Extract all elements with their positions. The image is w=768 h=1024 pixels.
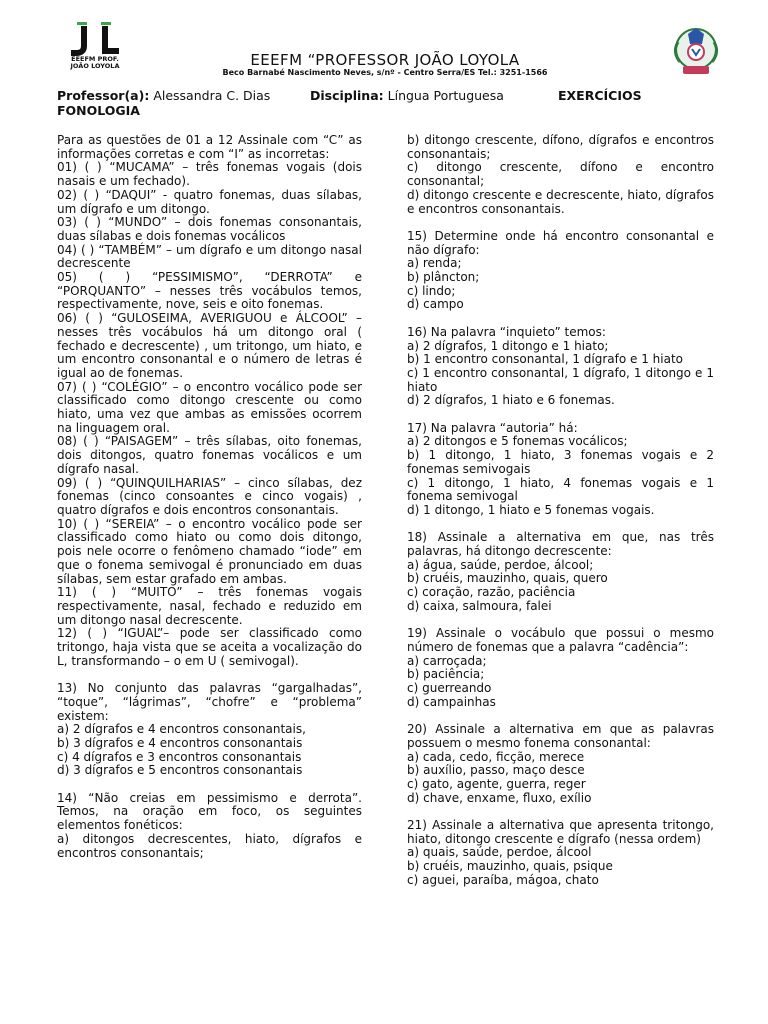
question-text: a) ditongos decrescentes, hiato, dígrafos e encontros consonantais; <box>57 831 362 860</box>
question-text: 05) ( ) “PESSIMISMO”, “DERROTA” e “PORQUANTO” – nesses três vocábulos temos, respectivamente, nove, seis e oito fonemas. <box>57 270 362 312</box>
question-text: d) 2 dígrafos, 1 hiato e 6 fonemas. <box>407 393 615 408</box>
paragraph-spacer <box>57 778 362 792</box>
jl-logo-icon <box>67 20 123 56</box>
question-text: c) aguei, paraíba, mágoa, chato <box>407 872 599 887</box>
question-text: 12) ( ) “IGUAL”– pode ser classificado como tritongo, haja vista que se aceita a vocalização do L, transformando – o em U ( semivogal). <box>57 626 362 668</box>
question-text: b) ditongo crescente, dífono, dígrafos e encontros consonantais; <box>407 133 714 161</box>
question-text: c) lindo; <box>407 283 456 298</box>
subject-label: Disciplina: <box>310 88 384 103</box>
paragraph-spacer <box>407 408 714 422</box>
question-text: b) cruéis, mauzinho, quais, quero <box>407 571 608 586</box>
right-column <box>407 134 714 888</box>
question-text: 15) Determine onde há encontro consonantal e não dígrafo: <box>407 228 714 257</box>
logo-caption-line1: EEEFM PROF. <box>71 55 119 63</box>
coat-of-arms-icon <box>668 22 724 80</box>
question-text: 17) Na palavra “autoria” há: <box>407 420 578 435</box>
left-column <box>57 134 362 860</box>
paragraph-spacer <box>407 312 714 326</box>
question-text: b) 1 encontro consonantal, 1 dígrafo e 1 hiato <box>407 352 684 367</box>
question-text: c) 1 encontro consonantal, 1 dígrafo, 1 ditongo e 1 hiato <box>407 365 714 394</box>
question-text: d) 3 dígrafos e 5 encontros consonantais <box>57 763 303 778</box>
question-text: a) renda; <box>407 256 462 271</box>
question-text: c) gato, agente, guerra, reger <box>407 776 586 791</box>
logo-caption-line2: JOÃO LOYOLA <box>70 62 120 70</box>
question-text: a) 2 dígrafos, 1 ditongo e 1 hiato; <box>407 338 609 353</box>
question-text: 01) ( ) “MUCAMA” – três fonemas vogais (dois nasais e um fechado). <box>57 160 362 189</box>
question-text: a) quais, saúde, perdoe, álcool <box>407 845 592 860</box>
question-text: b) plâncton; <box>407 270 480 285</box>
question-text: b) paciência; <box>407 667 485 682</box>
school-address: Beco Barnabé Nascimento Neves, s/nº - Centro Serra/ES Tel.: 3251-1566 <box>222 68 548 77</box>
paragraph-spacer <box>407 709 714 723</box>
question-text: Para as questões de 01 a 12 Assinale com “C” as informações corretas e com “I” as incorretas: <box>57 133 362 161</box>
exercise-type: EXERCÍCIOS <box>558 88 642 103</box>
question-text: 06) ( ) “GULOSEIMA, AVERIGUOU e ÁLCOOL” – nesses três vocábulos há um ditongo oral ( fechado e decrescente) , um tritongo, um hiato, e um encontro consonantal e o número de letras é igual ao de fonemas. <box>57 311 362 380</box>
question-text: c) guerreando <box>407 681 492 696</box>
question-text: 11) ( ) “MUITO” – três fonemas vogais respectivamente, nasal, fechado e reduzido em um ditongo nasal decrescente. <box>57 585 362 627</box>
question-text: d) caixa, salmoura, falei <box>407 598 552 613</box>
question-text: 07) ( ) “COLÉGIO” – o encontro vocálico pode ser classificado como ditongo crescente ou como hiato, uma vez que ambas as emissões ocorrem na linguagem oral. <box>57 379 362 435</box>
paragraph-spacer <box>407 518 714 532</box>
question-text: c) ditongo crescente, dífono e encontro consonantal; <box>407 160 714 189</box>
question-text: d) ditongo crescente e decrescente, hiato, dígrafos e encontros consonantais. <box>407 187 714 216</box>
question-text: 20) Assinale a alternativa em que as palavras possuem o mesmo fonema consonantal: <box>407 722 714 750</box>
question-text: 16) Na palavra “inquieto” temos: <box>407 324 606 339</box>
question-text: 19) Assinale o vocábulo que possui o mesmo número de fonemas que a palavra “cadência”: <box>407 626 714 654</box>
teacher-label: Professor(a): <box>57 88 150 103</box>
school-logo <box>60 20 130 76</box>
question-text: 04) ( ) “TAMBÉM” – um dígrafo e um ditongo nasal decrescente <box>57 242 362 271</box>
question-text: c) 1 ditongo, 1 hiato, 4 fonemas vogais e 1 fonema semivogal <box>407 475 714 504</box>
subject-name: Língua Portuguesa <box>387 88 504 103</box>
question-text: 18) Assinale a alternativa em que, nas três palavras, há ditongo decrescente: <box>407 530 714 559</box>
teacher-line <box>57 88 270 103</box>
question-text: 03) ( ) “MUNDO” – dois fonemas consonantais, duas sílabas e dois fonemas vocálicos <box>57 215 362 243</box>
question-text: b) auxílio, passo, maço desce <box>407 763 585 778</box>
question-text: 02) ( ) “DAQUI” - quatro fonemas, duas sílabas, um dígrafo e um ditongo. <box>57 187 362 216</box>
question-text: c) coração, razão, paciência <box>407 585 576 600</box>
subject-line <box>310 88 504 103</box>
question-text: 14) “Não creias em pessimismo e derrota”. Temos, na oração em foco, os seguintes elementos fonéticos: <box>57 790 362 833</box>
question-text: 09) ( ) “QUINQUILHARIAS” – cinco sílabas, dez fonemas (cinco consoantes e cinco vogais) , quatro dígrafos e dois encontros consonantais. <box>57 475 362 517</box>
question-text: 21) Assinale a alternativa que apresenta tritongo, hiato, ditongo crescente e dígrafo (nessa ordem) <box>407 818 714 846</box>
question-text: d) campo <box>407 297 464 312</box>
teacher-name: Alessandra C. Dias <box>153 88 271 103</box>
question-text: a) 2 ditongos e 5 fonemas vocálicos; <box>407 434 628 449</box>
school-title: EEEFM “PROFESSOR JOÃO LOYOLA <box>250 51 520 69</box>
paragraph-spacer <box>407 216 714 230</box>
question-text: a) água, saúde, perdoe, álcool; <box>407 557 594 572</box>
paragraph-spacer <box>57 668 362 682</box>
question-text: 08) ( ) “PAISAGEM” – três sílabas, oito fonemas, dois ditongos, quatro fonemas vocálicos e um dígrafo nasal. <box>57 434 362 476</box>
question-text: d) 1 ditongo, 1 hiato e 5 fonemas vogais. <box>407 502 655 517</box>
question-text: 10) ( ) “SEREIA” – o encontro vocálico pode ser classificado como hiato ou como dois ditongo, pois nele ocorre o fenômeno chamado “iode” em que o fonema semivogal é pronunciado em duas sílabas, sem estar grafado em ambas. <box>57 516 362 586</box>
question-text: b) cruéis, mauzinho, quais, psique <box>407 859 613 874</box>
question-text: a) 2 dígrafos e 4 encontros consonantais, <box>57 722 306 737</box>
question-text: c) 4 dígrafos e 3 encontros consonantais <box>57 749 302 764</box>
paragraph-spacer <box>407 614 714 628</box>
question-text: 13) No conjunto das palavras “gargalhadas”, “toque”, “lágrimas”, “chofre” e “problema” existem: <box>57 681 362 723</box>
question-text: b) 3 dígrafos e 4 encontros consonantais <box>57 735 303 750</box>
question-text: d) campainhas <box>407 694 496 709</box>
topic-title: FONOLOGIA <box>57 103 140 118</box>
paragraph-spacer <box>407 805 714 819</box>
state-coat-of-arms <box>668 22 724 80</box>
question-text: a) cada, cedo, ficção, merece <box>407 749 585 764</box>
question-text: a) carroçada; <box>407 653 487 668</box>
question-text: b) 1 ditongo, 1 hiato, 3 fonemas vogais e 2 fonemas semivogais <box>407 448 714 476</box>
question-text: d) chave, enxame, fluxo, exílio <box>407 790 592 805</box>
